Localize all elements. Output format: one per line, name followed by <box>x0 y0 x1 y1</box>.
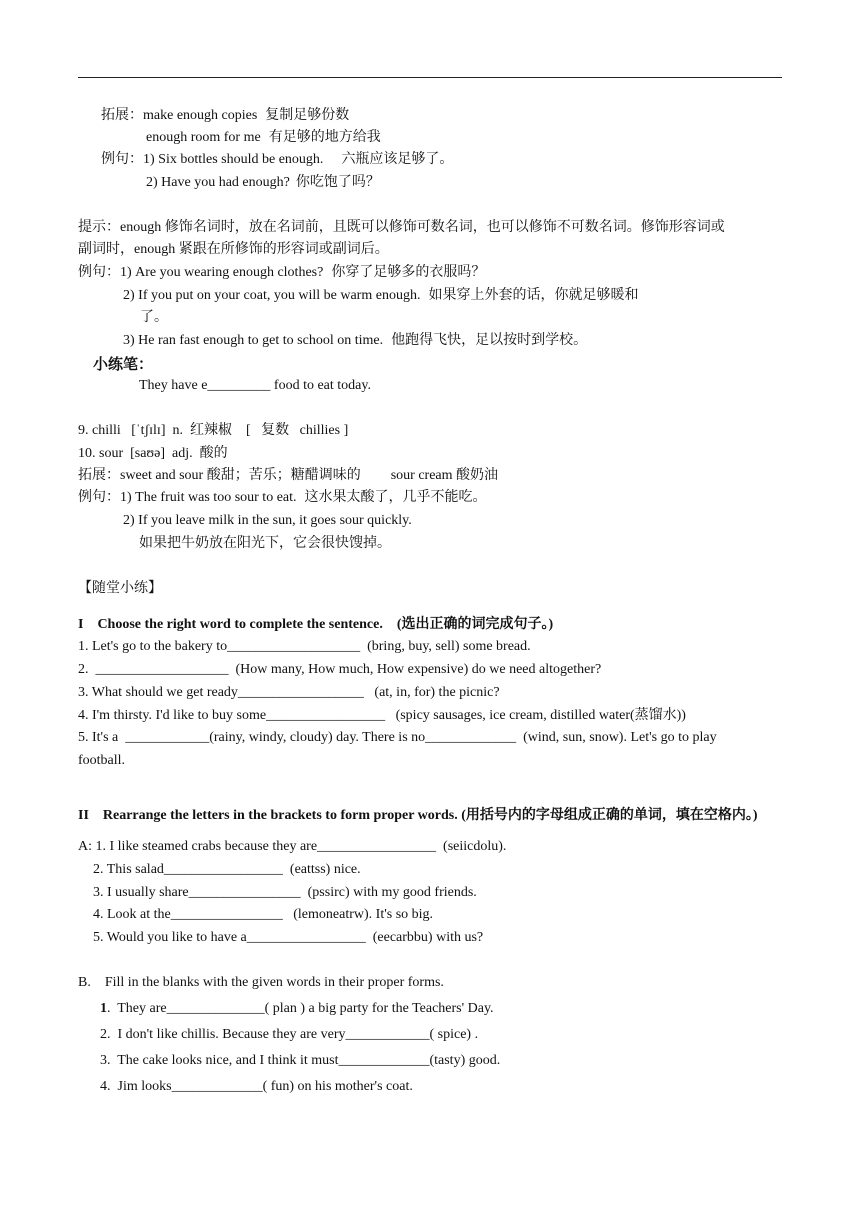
vocab-ext-b: sour cream 酸奶油 <box>390 468 499 483</box>
example-2-en: 2) Have you had enough? <box>146 175 290 190</box>
extension-line-2 <box>146 128 381 148</box>
example2-1-en: 1) Are you wearing enough clothes? <box>120 265 324 280</box>
practice-heading: 小练笔： <box>93 355 154 373</box>
vocab-extension <box>78 466 498 486</box>
sectionB-q1-text: . They are______________( plan ) a big party for the Teachers' Day. <box>107 1001 494 1016</box>
vocab-ex-label: 例句： <box>78 490 120 505</box>
extension-line-1 <box>101 106 349 126</box>
section1-q5: 5. It's a ____________(rainy, windy, cloudy) day. There is no_____________ (wind, sun, snow). Let's go to play <box>78 730 717 745</box>
section2-q1: A: 1. I like steamed crabs because they are_________________ (seiicdolu). <box>78 839 507 854</box>
example-line-1 <box>101 150 453 170</box>
extension-label: 拓展： <box>101 108 143 123</box>
header-rule <box>78 77 782 78</box>
example2-3-zh: 他跑得飞快，足以按时到学校。 <box>391 333 588 348</box>
section1-q5-cont: football. <box>78 753 126 768</box>
vocab-ex-1-zh: 这水果太酸了，几乎不能吃。 <box>304 490 487 505</box>
tip-line-2: 副词时，enough 紧跟在所修饰的形容词或副词后。 <box>78 242 389 257</box>
example-2-zh: 你吃饱了吗？ <box>295 175 380 190</box>
example2-line-2 <box>123 286 638 306</box>
example-1-zh: 六瓶应该足够了。 <box>341 152 454 167</box>
section1-title: I Choose the right word to complete the sentence. (选出正确的词完成句子。) <box>78 617 554 632</box>
section1-q2: 2. ___________________ (How many, How much, How expensive) do we need altogether? <box>78 662 602 677</box>
example2-2-zh-cont: 了。 <box>140 310 168 325</box>
vocab-ex-1-en: 1) The fruit was too sour to eat. <box>120 490 297 505</box>
tip-line-1: 提示：enough 修饰名词时，放在名词前，且既可以修饰可数名词，也可以修饰不可数名词。修饰形容词或 <box>78 220 725 235</box>
example2-3-en: 3) He ran fast enough to get to school on time. <box>123 333 384 348</box>
sectionB-q3: 3. The cake looks nice, and I think it must_____________(tasty) good. <box>100 1053 501 1068</box>
sectionB-q2: 2. I don't like chillis. Because they are very____________( spice) . <box>100 1027 479 1042</box>
sectionB-title: B. Fill in the blanks with the given words in their proper forms. <box>78 975 444 990</box>
section1-q4: 4. I'm thirsty. I'd like to buy some_________________ (spicy sausages, ice cream, distilled water(蒸馏水)) <box>78 708 686 723</box>
section1-q3: 3. What should we get ready__________________ (at, in, for) the picnic? <box>78 685 500 700</box>
vocab-chilli: 9. chilli [ˈtʃɪlɪ] n. 红辣椒 [ 复数 chillies ] <box>78 423 349 438</box>
section2-q5: 5. Would you like to have a_________________ (eecarbbu) with us? <box>93 930 484 945</box>
example-1-en: 1) Six bottles should be enough. <box>143 152 324 167</box>
vocab-ext-label: 拓展： <box>78 468 120 483</box>
sectionB-q1 <box>100 999 494 1019</box>
section2-q4: 4. Look at the________________ (lemoneatrw). It's so big. <box>93 907 434 922</box>
classroom-title: 【随堂小练】 <box>78 581 162 596</box>
vocab-example-1 <box>78 488 487 508</box>
example2-line-3 <box>123 331 587 351</box>
example-line-2 <box>146 173 380 193</box>
example2-2-en: 2) If you put on your coat, you will be warm enough. <box>123 288 421 303</box>
example2-2-zh: 如果穿上外套的话，你就足够暖和 <box>428 288 639 303</box>
vocab-sour: 10. sour [saʊə] adj. 酸的 <box>78 446 228 461</box>
example2-line-1 <box>78 263 485 283</box>
example2-1-zh: 你穿了足够多的衣服吗？ <box>331 265 486 280</box>
practice-sentence: They have e_________ food to eat today. <box>139 378 371 393</box>
extension-item-2-en: enough room for me <box>146 130 261 145</box>
sectionB-q1-number: 1 <box>100 1001 107 1016</box>
extension-item-2-zh: 有足够的地方给我 <box>268 130 381 145</box>
section2-title: II Rearrange the letters in the brackets to form proper words. (用括号内的字母组成正确的单词，填在空格内。) <box>78 808 758 823</box>
extension-item-1-zh: 复制足够份数 <box>265 108 350 123</box>
example-label: 例句： <box>101 152 143 167</box>
section2-q3: 3. I usually share________________ (pssirc) with my good friends. <box>93 885 477 900</box>
extension-item-1-en: make enough copies <box>143 108 258 123</box>
vocab-ex-2-zh: 如果把牛奶放在阳光下，它会很快馊掉。 <box>139 536 391 551</box>
section1-q1: 1. Let's go to the bakery to___________________ (bring, buy, sell) some bread. <box>78 639 531 654</box>
sectionB-q4: 4. Jim looks_____________( fun) on his mother's coat. <box>100 1079 413 1094</box>
section2-q2: 2. This salad_________________ (eattss) nice. <box>93 862 361 877</box>
vocab-ext-a: sweet and sour 酸甜；苦乐；糖醋调味的 <box>120 468 361 483</box>
example2-label: 例句： <box>78 265 120 280</box>
vocab-ex-2-en: 2) If you leave milk in the sun, it goes sour quickly. <box>123 513 412 528</box>
